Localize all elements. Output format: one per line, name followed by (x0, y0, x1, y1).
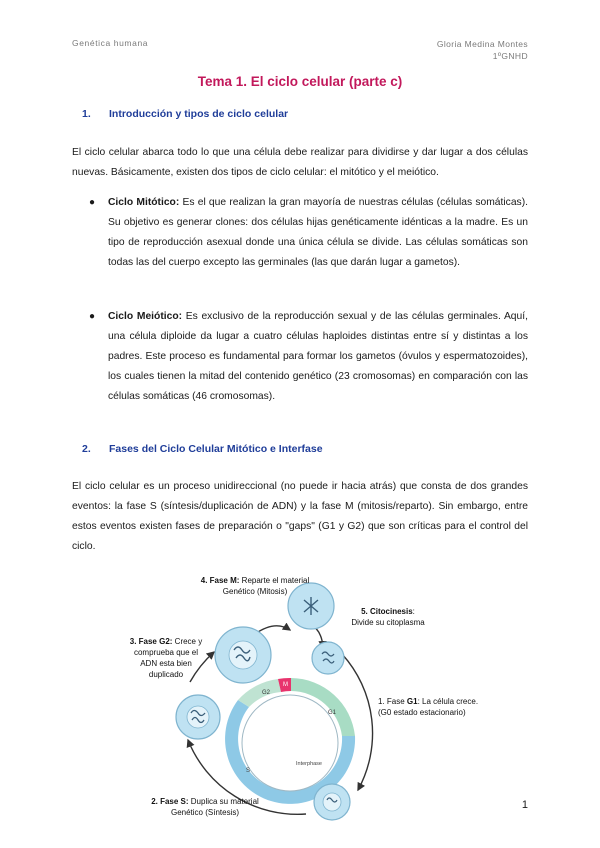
label-phase-g2-line3: ADN esta bien (140, 659, 192, 668)
header-subject: Genética humana (72, 38, 149, 48)
label-phase-g2 (118, 636, 214, 680)
label-phase-g1-pre: 1. Fase (378, 697, 407, 706)
bullet-mitotic-term: Ciclo Mitótico: (108, 197, 180, 208)
label-phase-g2-line2: comprueba que el (133, 648, 199, 657)
ring-label-s: S (246, 768, 251, 774)
header-author (437, 38, 528, 62)
label-cytokinesis-rest: : (412, 607, 415, 616)
cell-cytokinesis (312, 642, 344, 674)
label-phase-s-rest: Duplica su material (188, 797, 259, 806)
label-phase-g1-line2: (G0 estado estacionario) (378, 708, 466, 717)
section-2-heading (82, 443, 323, 455)
header-course: 1ºGNHD (492, 51, 528, 61)
bullet-meiotic (89, 307, 528, 407)
ring-label-g2: G2 (262, 690, 271, 696)
label-phase-m-bold: 4. Fase M: (200, 576, 240, 585)
cell-g2 (215, 627, 271, 683)
label-cytokinesis-bold: 5. Citocinesis (361, 607, 413, 616)
section-2-intro: El ciclo celular es un proceso unidireccional (no puede ir hacia atrás) que consta de dos grandes eventos: la fase S (síntesis/duplicación de ADN) y la fase M (mitosis/reparto). Sin embargo, entre estos eventos existen fases de preparación o "gaps" (G1 y G2) que son críticas para el control del ciclo. (72, 481, 528, 552)
cell-cycle-diagram (110, 572, 510, 822)
cell-g1 (314, 784, 350, 820)
cell-s (176, 695, 220, 739)
section-1-number: 1. (82, 108, 91, 120)
ring-label-interphase: Interphase (296, 761, 322, 767)
label-phase-g2-line4: duplicado (148, 670, 184, 679)
label-phase-g2-rest: Crece y (172, 637, 203, 646)
ring-label-g1: G1 (328, 710, 337, 716)
label-phase-m-rest: Reparte el material (239, 576, 310, 585)
section-1-heading (82, 108, 288, 120)
bullet-dot: ● (89, 197, 96, 208)
label-cytokinesis (338, 606, 438, 628)
label-phase-g1-rest: : La célula crece. (417, 697, 479, 706)
page-number: 1 (521, 799, 528, 811)
page-title: Tema 1. El ciclo celular (parte c) (197, 74, 403, 89)
bullet-meiotic-text: Es exclusivo de la reproducción sexual y de las células germinales. Aquí, una célula diploide da lugar a cuatro células haploides distintas entre sí y distintas a los padres. Este proceso es fundamental para formar los gametos (óvulos y espermatozoides), los cuales tienen la mitad del contenido genético (23 cromosomas) en comparación con las células somáticas (46 cromosomas). (108, 311, 528, 402)
label-phase-g1 (378, 696, 508, 718)
label-phase-m-line2: Genético (Mitosis) (222, 587, 288, 596)
ring-label-m: M (283, 682, 288, 688)
label-phase-g2-bold: 3. Fase G2: (129, 637, 173, 646)
bullet-meiotic-term: Ciclo Meiótico: (108, 311, 183, 322)
bullet-mitotic-text: Es el que realizan la gran mayoría de nuestras células (células somáticas). Su objetivo es generar clones: dos células hijas genéticamente idénticas a la madre. Es un tipo de reproducción asexual donde una única célula se divide. Las células somáticas son todas las del cuerpo excepto las germinales (las que darán lugar a gametos). (108, 197, 528, 268)
label-cytokinesis-line2: Divide su citoplasma (351, 618, 425, 627)
section-2-title: Fases del Ciclo Celular Mitótico e Interfase (109, 443, 323, 455)
label-phase-m (200, 575, 310, 597)
label-phase-s-bold: 2. Fase S: (151, 797, 189, 806)
label-phase-s-line2: Genético (Síntesis) (170, 808, 240, 817)
section-1-title: Introducción y tipos de ciclo celular (109, 108, 289, 120)
section-1-intro: El ciclo celular abarca todo lo que una célula debe realizar para dividirse y dar lugar a dos células nuevas. Básicamente, existen dos tipos de ciclo celular: el mitótico y el meiótico. (72, 147, 528, 178)
section-2-number: 2. (82, 443, 91, 455)
bullet-mitotic (89, 193, 528, 273)
label-phase-s (140, 796, 270, 818)
header-author-name: Gloria Medina Montes (436, 39, 528, 49)
ring-inner-circle (242, 695, 338, 791)
label-phase-g1-bold: G1 (406, 697, 418, 706)
bullet-dot: ● (89, 311, 96, 322)
